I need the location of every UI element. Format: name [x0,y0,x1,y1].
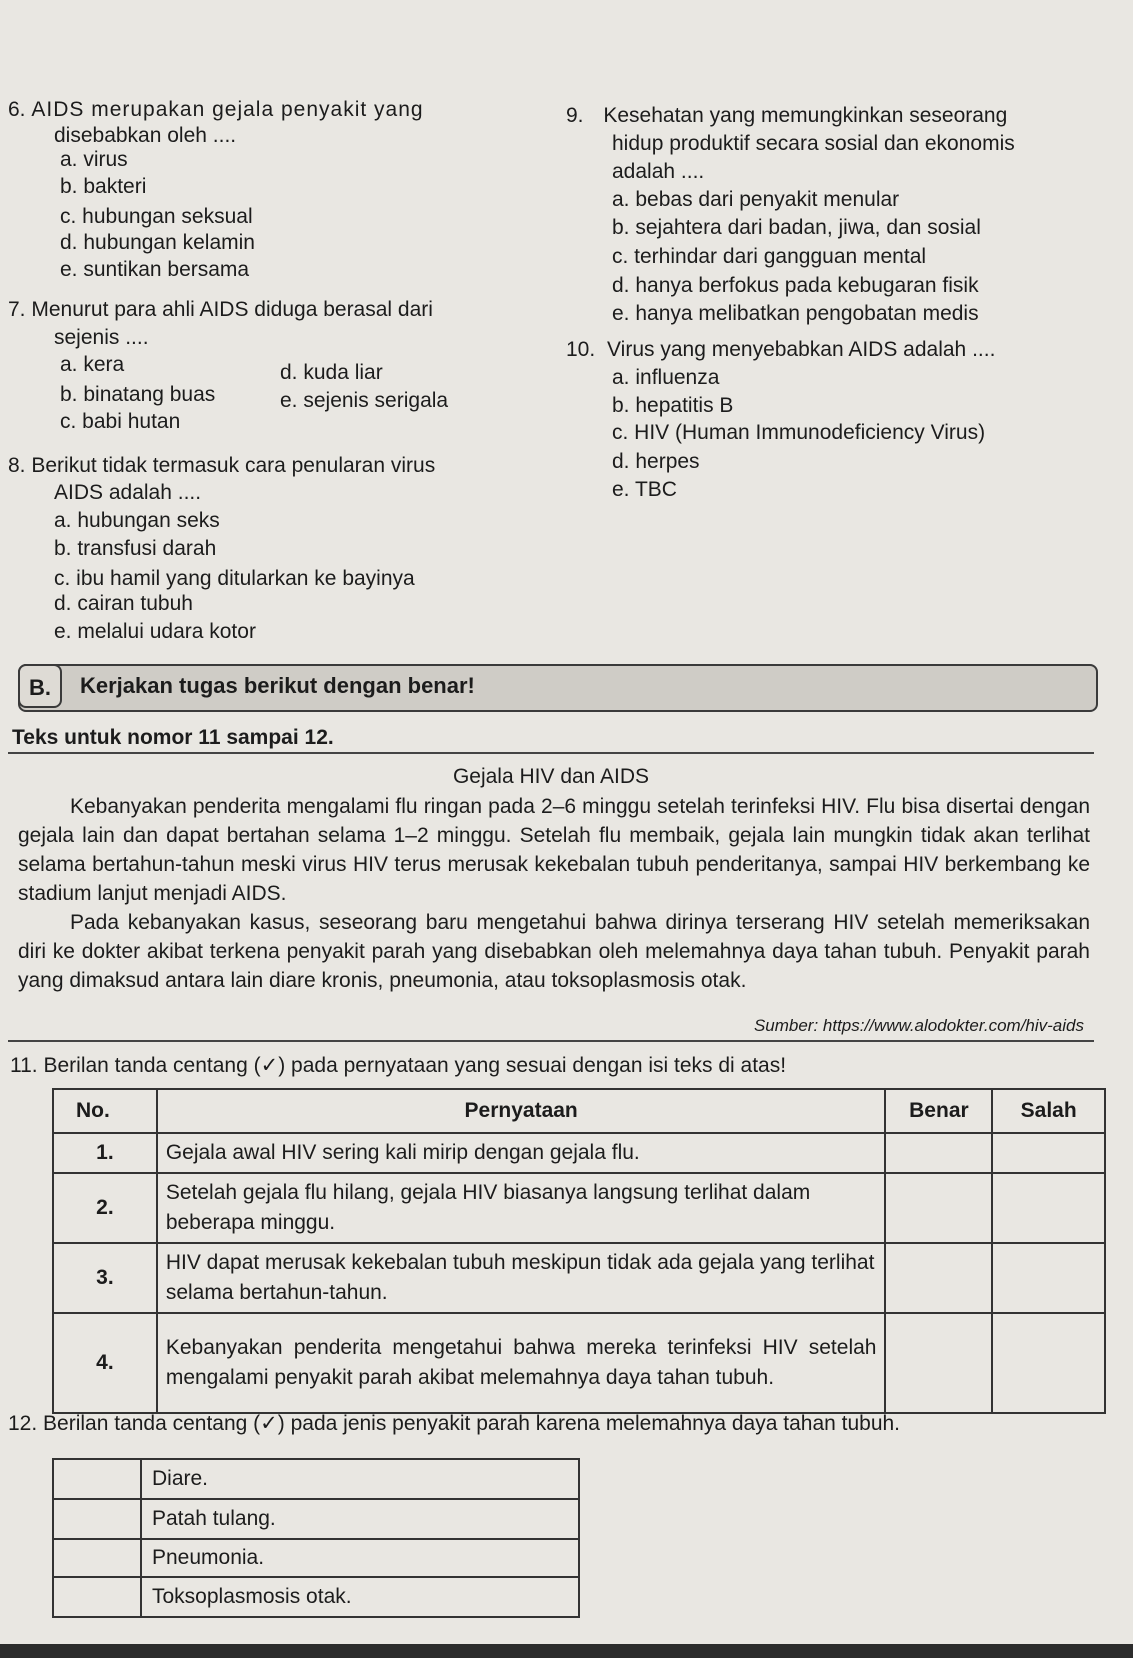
q8-option-b[interactable]: b. transfusi darah [54,537,217,560]
q9-option-e[interactable]: e. hanya melibatkan pengobatan medis [612,302,979,325]
q8-option-d[interactable]: d. cairan tubuh [54,592,193,615]
q10-option-a[interactable]: a. influenza [612,366,720,389]
q12-instruction: 12. Berilan tanda centang (✓) pada jenis penyakit parah karena melemahnya daya tahan tubuh. [8,1412,901,1435]
q12-table [52,1458,580,1618]
q11-row1-no: 1. [53,1133,157,1173]
q10-option-c[interactable]: c. HIV (Human Immunodeficiency Virus) [612,421,986,444]
text-intro: Teks untuk nomor 11 sampai 12. [12,726,334,749]
q11-row4-benar[interactable] [885,1313,992,1413]
q12-item-1: Diare. [141,1459,579,1499]
q11-row1-salah[interactable] [992,1133,1105,1173]
q11-row3-text: HIV dapat merusak kekebalan tubuh meskipun tidak ada gejala yang terlihat selama bertahun-tahun. [157,1243,886,1313]
table-row [53,1539,579,1577]
q12-item-2: Patah tulang. [141,1499,579,1539]
q8-stem-line2: AIDS adalah .... [54,481,202,504]
q12-check-4[interactable] [53,1577,141,1617]
q7-option-a[interactable]: a. kera [60,353,125,376]
q8-number: 8. [8,454,26,477]
q8-option-e[interactable]: e. melalui udara kotor [54,620,256,643]
q9-option-b[interactable]: b. sejahtera dari badan, jiwa, dan sosial [612,216,981,239]
q9-stem-line3: adalah .... [612,160,705,183]
q11-row4-salah[interactable] [992,1313,1105,1413]
q11-row4-no: 4. [53,1313,157,1413]
q11-row3-salah[interactable] [992,1243,1105,1313]
q7-number: 7. [8,298,26,321]
q7-stem-line2: sejenis .... [54,326,149,349]
table-row [53,1499,579,1539]
q9-option-a[interactable]: a. bebas dari penyakit menular [612,188,900,211]
q11-row2-no: 2. [53,1173,157,1243]
q6-option-b[interactable]: b. bakteri [60,175,147,198]
q6-option-d[interactable]: d. hubungan kelamin [60,231,255,254]
q10-number: 10. [566,338,596,361]
table-row [53,1313,1105,1413]
q10-option-e[interactable]: e. TBC [612,478,677,501]
table-row [53,1459,579,1499]
q10-option-b[interactable]: b. hepatitis B [612,394,734,417]
q6-number: 6. [8,98,26,121]
q9-stem-line2: hidup produktif secara sosial dan ekonomis [612,132,1015,155]
q9-number: 9. [566,104,584,127]
q10-option-d[interactable]: d. herpes [612,450,700,473]
table-row [53,1173,1105,1243]
q11-row2-benar[interactable] [885,1173,992,1243]
q6-stem-line1: AIDS merupakan gejala penyakit yang [31,98,424,121]
question-6 [8,96,548,296]
q9-option-d[interactable]: d. hanya berfokus pada kebugaran fisik [612,274,979,297]
q8-option-c[interactable]: c. ibu hamil yang ditularkan ke bayinya [54,567,415,590]
reading-title: Gejala HIV dan AIDS [452,765,650,788]
q11-header-salah: Salah [992,1089,1105,1133]
section-b-letter: B. [18,664,62,708]
q9-stem-line1: Kesehatan yang memungkinkan seseorang [603,104,1008,127]
table-row [53,1577,579,1617]
table-row [53,1133,1105,1173]
q12-check-1[interactable] [53,1459,141,1499]
q11-header-benar: Benar [885,1089,992,1133]
question-9 [566,102,1096,332]
q11-row2-text: Setelah gejala flu hilang, gejala HIV biasanya langsung terlihat dalam beberapa minggu. [157,1173,886,1243]
q7-stem-line1: Menurut para ahli AIDS diduga berasal dari [31,298,433,321]
q8-option-a[interactable]: a. hubungan seks [54,509,220,532]
q11-instruction: 11. Berilan tanda centang (✓) pada pernyataan yang sesuai dengan isi teks di atas! [10,1054,787,1077]
q11-header-no: No. [53,1089,157,1133]
q7-option-c[interactable]: c. babi hutan [60,410,181,433]
q12-item-4: Toksoplasmosis otak. [141,1577,579,1617]
question-8 [8,452,568,652]
q11-row1-benar[interactable] [885,1133,992,1173]
q8-stem-line1: Berikut tidak termasuk cara penularan virus [31,454,436,477]
q11-row3-benar[interactable] [885,1243,992,1313]
question-7 [8,296,548,436]
q6-option-c[interactable]: c. hubungan seksual [60,205,253,228]
q12-check-3[interactable] [53,1539,141,1577]
section-b-title: Kerjakan tugas berikut dengan benar! [80,673,475,698]
reading-text-box [8,752,1094,1042]
q6-option-e[interactable]: e. suntikan bersama [60,258,250,281]
q6-option-a[interactable]: a. virus [60,148,128,171]
q12-item-3: Pneumonia. [141,1539,579,1577]
reading-source: Sumber: https://www.alodokter.com/hiv-aids [753,1016,1084,1035]
q9-option-c[interactable]: c. terhindar dari gangguan mental [612,245,927,268]
q11-row4-text: Kebanyakan penderita mengetahui bahwa mereka terinfeksi HIV setelah mengalami penyakit parah akibat melemahnya daya tahan tubuh. [157,1313,886,1413]
table-row [53,1243,1105,1313]
q12-check-2[interactable] [53,1499,141,1539]
q7-option-e[interactable]: e. sejenis serigala [280,389,449,412]
q6-stem-line2: disebabkan oleh .... [54,124,237,147]
q11-row2-salah[interactable] [992,1173,1105,1243]
q11-header-pernyataan: Pernyataan [157,1089,886,1133]
q7-option-d[interactable]: d. kuda liar [280,361,383,384]
q10-stem-line1: Virus yang menyebabkan AIDS adalah .... [607,338,996,361]
reading-paragraph-2: Pada kebanyakan kasus, seseorang baru mengetahui bahwa dirinya terserang HIV setelah memeriksakan diri ke dokter akibat terkena penyakit parah yang disebabkan oleh melemahnya daya tahan tubuh. Penyakit parah yang dimaksud antara lain diare kronis, pneumonia, atau toksoplasmosis otak. [18,911,1090,992]
q7-option-b[interactable]: b. binatang buas [60,383,216,406]
reading-paragraph-1: Kebanyakan penderita mengalami flu ringan pada 2–6 minggu setelah terinfeksi HIV. Flu bisa disertai dengan gejala lain dan dapat bertahan selama 1–2 minggu. Setelah flu membaik, gejala lain mungkin tidak akan terlihat selama bertahun-tahun meski virus HIV terus merusak kekebalan tubuh penderitanya, sampai HIV berkembang ke stadium lanjut menjadi AIDS. [18,795,1090,905]
q11-row1-text: Gejala awal HIV sering kali mirip dengan gejala flu. [157,1133,886,1173]
page-bottom-edge [0,1644,1133,1658]
question-10 [566,336,1096,506]
q11-row3-no: 3. [53,1243,157,1313]
q11-table [52,1088,1106,1414]
